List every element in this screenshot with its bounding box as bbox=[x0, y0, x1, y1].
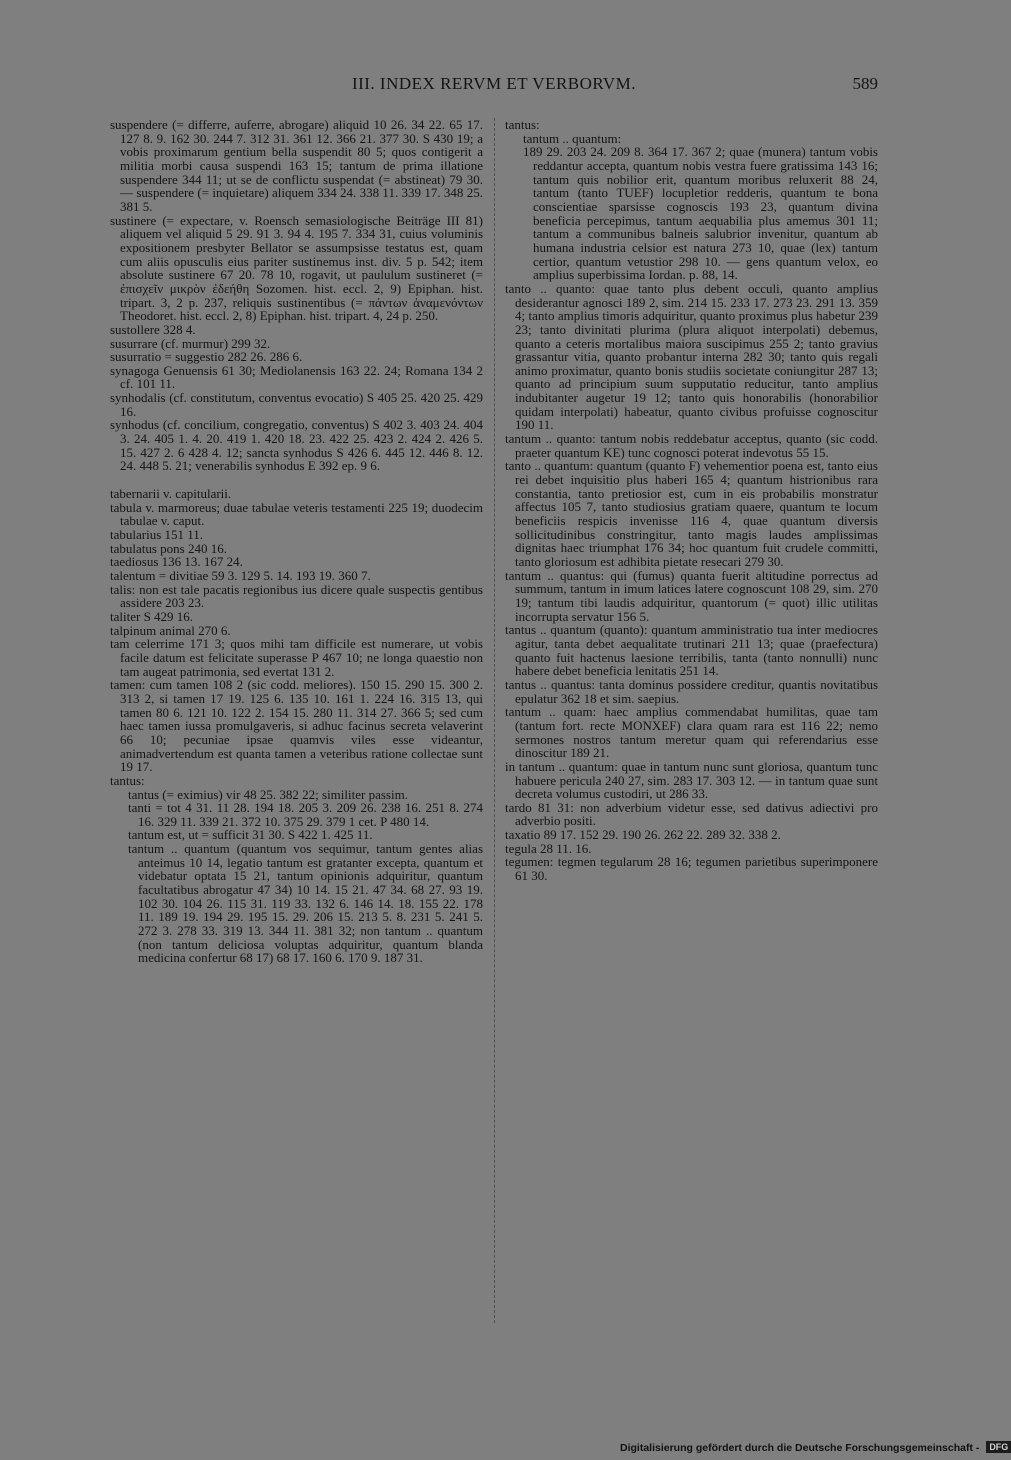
right-column bbox=[505, 118, 878, 883]
index-entry: taliter S 429 16. bbox=[110, 608, 194, 624]
index-entry: synhodus (cf. concilium, congregatio, conventus) S 402 3. 403 24. 404 3. 24. 405 1. 4. 20. 419 1. 420 18. 23. 422 25. 423 2. 424 2. 426 5. 15. 427 2. 6 428 4. 12; sancta synhodus S 426 6. 445 12. 446 8. 12. 24. 448 5. 21; venerabilis synhodus E 392 ep. 9 6. bbox=[110, 417, 483, 474]
index-entry: tantus: bbox=[505, 117, 540, 132]
section-gap bbox=[110, 473, 483, 487]
running-head bbox=[110, 74, 878, 98]
index-entry: tantus .. quantum (quanto): quantum amministratio tua inter mediocres agitur, tanta debet aequalitate trutinari 211 13; quae (praefectura) quanto fuit hactenus laesione terribilis, tanta (tanto nonnulli) nunc habere debet beneficia lenitatis 251 14. bbox=[505, 622, 878, 679]
index-entry: tantus: bbox=[110, 772, 145, 788]
left-column bbox=[110, 118, 483, 965]
index-entry: talpinum animal 270 6. bbox=[110, 622, 231, 638]
index-entry: tabernarii v. capitularii. bbox=[110, 486, 232, 502]
index-entry: tantum .. quam: haec amplius commendabat humilitas, quae tam (tantum fort. recte MONXEF) clara quam rara est 116 22; nemo sermones nostros tantum meretur quam qui referendarius esse dinoscitur 189 21. bbox=[505, 704, 878, 761]
page-number: 589 bbox=[852, 74, 878, 93]
index-entry: tantum est, ut = sufficit 31 30. S 422 1. 425 11. bbox=[128, 827, 373, 843]
index-entry: tamen: cum tamen 108 2 (sic codd. meliores). 150 15. 290 15. 300 2. 313 2, si tamen 17 19. 125 6. 135 10. 161 1. 224 16. 315 13, qui tamen 80 6. 121 10. 122 2. 154 15. 280 11. 314 27. 366 5; sed cum haec tamen iussa promulgaveris, si adhuc facinus secreta velaverint 66 10; pecuniae ipsae quamvis viles esse videantur, animadvertendum est quanta tamen a veteribus ratione collectae sunt 19 17. bbox=[110, 677, 483, 775]
index-entry: tantus .. quantus: tanta dominus possidere creditur, quantis novitatibus epulatur 362 18 et sim. saepius. bbox=[505, 676, 878, 706]
index-entry: tanti = tot 4 31. 11 28. 194 18. 205 3. 209 26. 238 16. 251 8. 274 16. 329 11. 339 21. 372 10. 375 29. 379 1 cet. P 480 14. bbox=[128, 800, 483, 829]
index-entry: tegumen: tegmen tegularum 28 16; tegumen parietibus superimponere 61 30. bbox=[505, 854, 878, 884]
index-entry: tanto .. quantum: quantum (quanto F) vehementior poena est, tanto eius rei debet inquisitio plus haberi 165 4; quantum histrionibus rara constantia, tanto pretiosior est, cum in eis probabilis monstratur affectus 105 7, tanto studiosius gratiam quaere, quantum te locum beneficiis respicis invenisse 116 4, quae quantum diversis sollicitudinibus constringitur, tanto magis laudes amplissimas dignitas haec triumphat 176 34; hoc quantum fuit crudele committi, tanto gloriosum est adhibita pietate resecari 279 30. bbox=[505, 458, 878, 569]
page-title: III. INDEX RERVM ET VERBORVM. bbox=[351, 74, 637, 93]
index-entry: tegula 28 11. 16. bbox=[505, 840, 592, 856]
index-entry: tantum .. quantum: bbox=[523, 130, 622, 146]
index-entry: tanto .. quanto: quae tanto plus debent occuli, quanto amplius desiderantur agnosci 189 2, sim. 214 15. 233 17. 273 23. 291 13. 359 4; tanto amplius timoris adquiritur, quanto proximus plus habetur 239 23; tanto divinitati plurima (plura aliquot interpolati) debemus, quanto a ceteris mortalibus maiora suscipimus 255 2; tanto gravius grassantur vitia, quanto probantur interna 282 30; tanto quis regali animo proximatur, quanto bonis studiis societate coniungitur 287 13; quanto ad principium suum supputatio reducitur, tanto amplius indubitanter augetur 19 12; tanto quis honorabilis (honorabilior quidam interpolati) habeatur, quanto civibus profuisse cognoscitur 190 11. bbox=[505, 280, 878, 433]
index-entry: tantum .. quantus: qui (fumus) quanta fuerit altitudine porrectus ad summum, tantum in imum latices latere cognoscunt 108 29, sim. 270 19; tantum tibi laudis adquiritur, quantorum (= quot) illic utilitas incorrupta servatur 156 5. bbox=[505, 567, 878, 624]
index-entry: suspendere (= differre, auferre, abrogare) aliquid 10 26. 34 22. 65 17. 127 8. 9. 162 30. 244 7. 312 31. 361 12. 366 21. 377 30. S 430 19; a vobis proximarum gentium bella suspendit 80 5; quos contigerit a militia morbi causa suspendi 163 15; tantum de prima illatione suspendere 344 11; ut se de conflictu suspendat (= abstineat) 79 30. — suspendere (= inquietare) aliquem 334 24. 338 11. 339 17. 348 25. 381 5. bbox=[110, 117, 483, 214]
index-entry: tardo 81 31: non adverbium videtur esse, sed dativus adiectivi pro adverbio positi. bbox=[505, 799, 878, 829]
index-entry: tabulatus pons 240 16. bbox=[110, 540, 227, 556]
index-entry: talis: non est tale pacatis regionibus ius dicere quale suspectis gentibus assidere 203 23. bbox=[110, 581, 483, 611]
index-entry: taxatio 89 17. 152 29. 190 26. 262 22. 289 32. 338 2. bbox=[505, 827, 781, 843]
index-entry: in tantum .. quantum: quae in tantum nunc sunt gloriosa, quantum tunc habuere pericula 240 27, sim. 283 17. 303 12. — in tantum quae sunt decreta volumus custodiri, ut 286 33. bbox=[505, 758, 878, 802]
index-entry: taediosus 136 13. 167 24. bbox=[110, 554, 243, 570]
index-entry: tantus (= eximius) vir 48 25. 382 22; similiter passim. bbox=[128, 786, 408, 802]
index-entry: tabularius 151 11. bbox=[110, 527, 204, 543]
index-entry: tantum .. quantum (quantum vos sequimur, tantum gentes alias anteimus 10 14, legatio tantum est gratanter excepta, quantum et videbatur optata 15 21, tantum opinionis adquiritur, quantum facultatibus abrogatur 47 34) 10 14. 15 21. 47 34. 68 27. 93 19. 102 30. 104 26. 115 31. 119 33. 132 6. 146 14. 18. 155 22. 178 11. 189 19. 194 29. 195 15. 29. 206 15. 213 5. 8. 231 5. 241 5. 272 3. 278 33. 319 13. 344 11. 381 32; non tantum .. quantum (non tantum deliciosa voluptas adquiritur, quantum blanda medicina confertur 68 17) 68 17. 160 6. 170 9. 187 31. bbox=[128, 841, 483, 966]
index-entry: sustollere 328 4. bbox=[110, 321, 196, 337]
index-entry: 189 29. 203 24. 209 8. 364 17. 367 2; quae (munera) tantum vobis reddantur accepta, quantum nobis vestra fuere gratissima 143 16; tantum quis nobilior erit, quantum moribus reluxerit 88 24, tantum (tanto TUEF) locupletior redderis, quantum te bona conscientiae sparsisse cognoscis 193 23, quantum divina beneficia percepimus, tantum aequabilia plus amemus 301 11; tantum a communibus balneis salubrior invenitur, quantum ab humana industria celsior est natura 273 10, quae (lex) tantum certior, quantum vetustior 298 10. — gens quantum velox, eo amplius superbissima Iordan. p. 88, 14. bbox=[523, 144, 878, 283]
column-divider bbox=[494, 118, 496, 1323]
index-entry: tam celerrime 171 3; quos mihi tam difficile est numerare, ut vobis facile datum est felicitate superasse P 467 10; ne longa quaestio non tam augeat patrimonia, sed evertat 131 2. bbox=[110, 636, 483, 679]
index-entry: tantum .. quanto: tantum nobis reddebatur acceptus, quanto (sic codd. praeter quantum KE) tunc cognosci poterat indevotus 55 15. bbox=[505, 431, 878, 460]
index-entry: talentum = divitiae 59 3. 129 5. 14. 193 19. 360 7. bbox=[110, 568, 371, 583]
index-entry: tabula v. marmoreus; duae tabulae veteris testamenti 225 19; duodecim tabulae v. caput. bbox=[110, 499, 483, 529]
index-entry: synhodalis (cf. constitutum, conventus evocatio) S 405 25. 420 25. 429 16. bbox=[110, 390, 483, 419]
footer-text: Digitalisierung gefördert durch die Deutsche Forschungsgemeinschaft - bbox=[620, 1442, 980, 1454]
index-entry: synagoga Genuensis 61 30; Mediolanensis 163 22. 24; Romana 134 2 cf. 101 11. bbox=[110, 362, 483, 392]
index-entry: sustinere (= expectare, v. Roensch semasiologische Beiträge III 81) aliquem vel aliquid 5 29. 91 3. 94 4. 195 7. 334 31, cuius voluminis expositionem presbyter Bellator se assumpsisse testatus est, quam cum aliis opusculis eius pariter sustinemus inst. div. 5 p. 542; item absolute sustinere 67 20. 78 10, rogavit, ut paululum sustineret (= ἐπισχεῖν μικρὸν ἐδεήθη Sozomen. hist. eccl. 2, 9) Epiphan. hist. tripart. 3, 2 p. 237, reliquis sustinentibus (= πάντων ἀναμενόντων Theodoret. hist. eccl. 2, 8) Epiphan. hist. tripart. 4, 24 p. 250. bbox=[110, 212, 483, 324]
footer-credit bbox=[620, 1441, 1011, 1455]
index-entry: susurratio = suggestio 282 26. 286 6. bbox=[110, 349, 303, 365]
index-entry: susurrare (cf. murmur) 299 32. bbox=[110, 335, 271, 351]
dfg-logo: DFG bbox=[986, 1441, 1011, 1453]
